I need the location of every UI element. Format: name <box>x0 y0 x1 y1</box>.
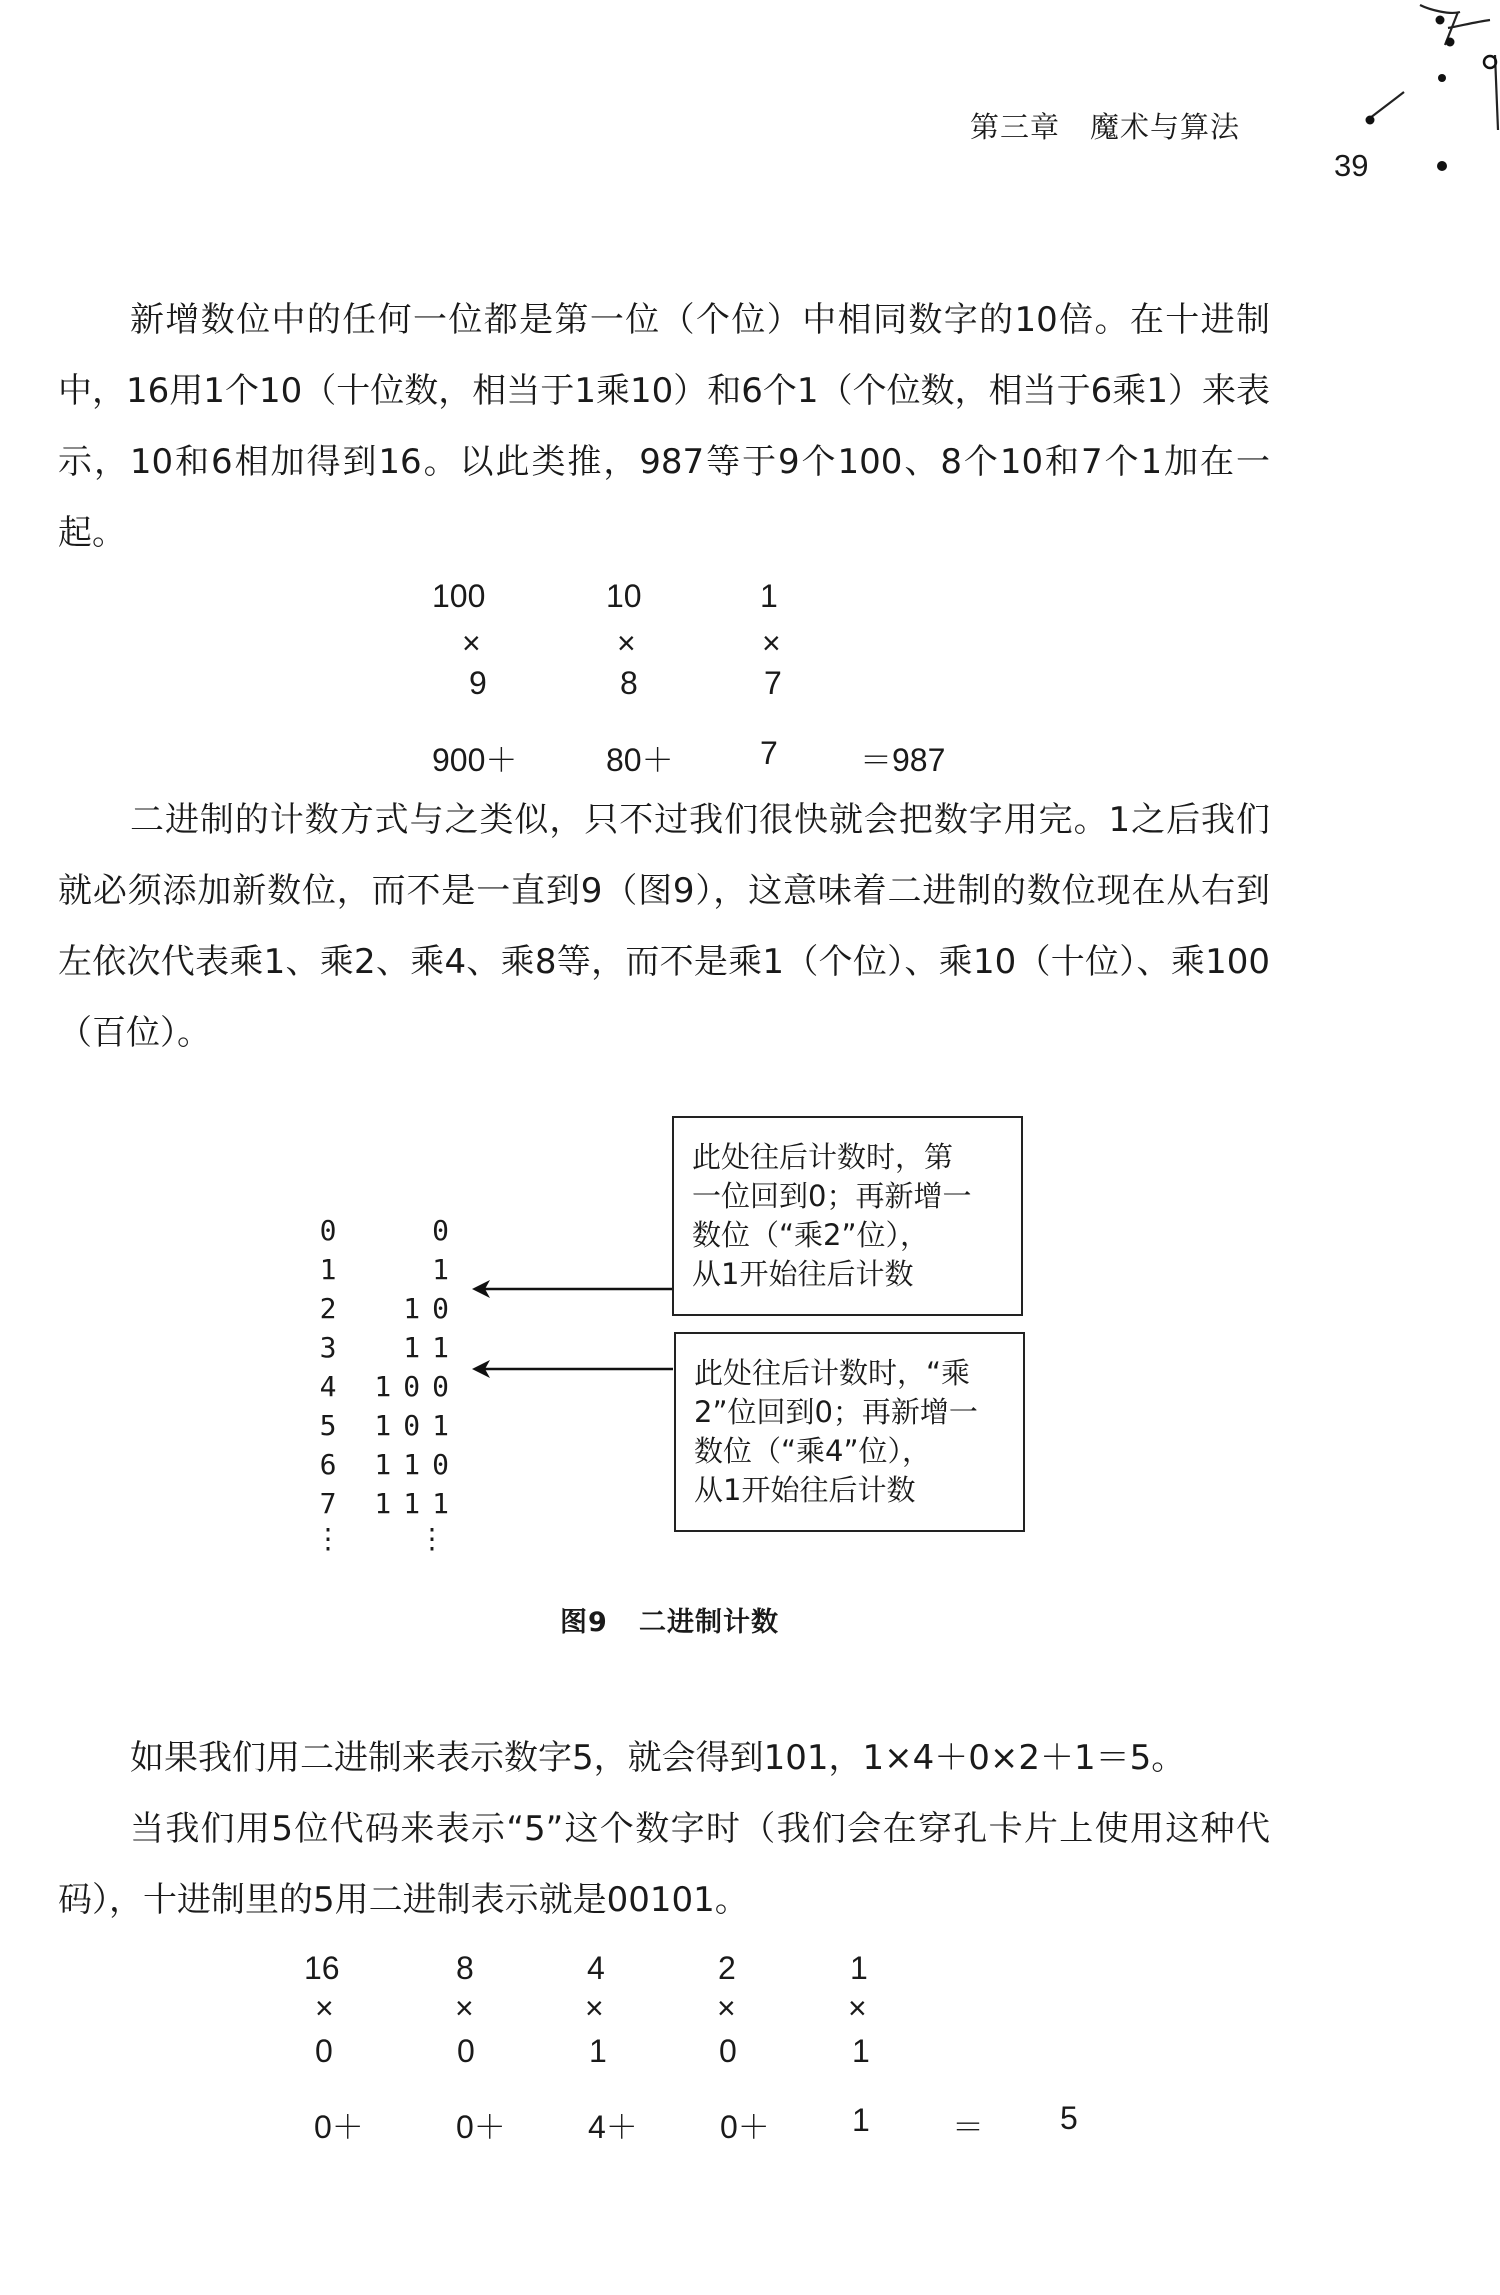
callout-line: 从1开始往后计数 <box>692 1257 914 1291</box>
chapter-header: 第三章 魔术与算法 <box>970 110 1241 144</box>
decimal-value: 7 <box>319 1487 337 1520</box>
binary-product: 0＋ <box>456 2109 506 2145</box>
binary-digit: 0 <box>315 2033 333 2069</box>
decimal-value: 6 <box>319 1448 337 1481</box>
binary-digit: 0 <box>719 2033 737 2069</box>
place-value-10: 10 <box>606 578 642 614</box>
times-sign: × <box>462 625 481 661</box>
times-sign: × <box>455 1990 474 2026</box>
paragraph-3 <box>58 1723 1270 1794</box>
pointer-arrow-icon <box>470 1275 675 1395</box>
place-value-2: 2 <box>718 1950 736 1986</box>
paragraph-2-text: 二进制的计数方式与之类似，只不过我们很快就会把数字用完。1之后我们就必须添加新数位，而不是一直到9（图9），这意味着二进制的数位现在从右到左依次代表乘1、乘2、乘4、乘8等，而不是乘1（个位）、乘10（十位）、乘100（百位）。 <box>58 800 1270 1053</box>
times-sign: × <box>762 625 781 661</box>
sum-result: ＝987 <box>860 742 946 778</box>
binary-product: 0＋ <box>314 2109 364 2145</box>
callout-box-2 <box>674 1332 1025 1532</box>
equals-sign: ＝ <box>952 2109 985 2145</box>
times-sign: × <box>585 1990 604 2026</box>
figure-label: 图9 <box>560 1607 608 1638</box>
digit-9: 9 <box>469 665 487 701</box>
binary-value: 101 <box>374 1409 461 1442</box>
corner-decoration-icon <box>1340 0 1500 190</box>
figure-caption <box>560 1600 779 1639</box>
callout-line: 数位（“乘4”位）， <box>694 1434 931 1468</box>
times-sign: × <box>315 1990 334 2026</box>
page-number: 39 <box>1334 148 1369 183</box>
callout-line: 2”位回到0；再新增一 <box>694 1395 978 1429</box>
callout-line: 数位（“乘2”位）， <box>692 1218 929 1252</box>
times-sign: × <box>617 625 636 661</box>
decimal-value: 0 <box>319 1214 337 1247</box>
binary-value: 110 <box>374 1448 461 1481</box>
callout-line: 此处往后计数时，“乘 <box>694 1356 971 1390</box>
decimal-value: 2 <box>319 1292 337 1325</box>
times-sign: × <box>717 1990 736 2026</box>
paragraph-2 <box>58 785 1270 1069</box>
product-80: 80＋ <box>606 742 674 778</box>
product-7: 7 <box>760 735 778 771</box>
product-900: 900＋ <box>432 742 518 778</box>
place-value-16: 16 <box>304 1950 340 1986</box>
callout-line: 此处往后计数时，第 <box>692 1140 954 1174</box>
binary-digit: 1 <box>589 2033 607 2069</box>
ellipsis-vertical: ⋮ <box>314 1522 342 1555</box>
digit-8: 8 <box>620 665 638 701</box>
figure-title: 二进制计数 <box>639 1607 779 1638</box>
digit-7: 7 <box>764 665 782 701</box>
callout-box-1 <box>672 1116 1023 1316</box>
decimal-value: 5 <box>319 1409 337 1442</box>
binary-result: 5 <box>1060 2100 1078 2136</box>
callout-line: 从1开始往后计数 <box>694 1473 916 1507</box>
ellipsis-vertical: ⋮ <box>418 1522 446 1555</box>
place-value-1: 1 <box>850 1950 868 1986</box>
binary-product: 4＋ <box>588 2109 638 2145</box>
paragraph-4-text: 当我们用5位代码来表示“5”这个数字时（我们会在穿孔卡片上使用这种代码），十进制里的5用二进制表示就是00101。 <box>58 1809 1270 1920</box>
binary-digit: 0 <box>457 2033 475 2069</box>
callout-line: 一位回到0；再新增一 <box>692 1179 972 1213</box>
place-value-1: 1 <box>760 578 778 614</box>
place-value-4: 4 <box>587 1950 605 1986</box>
binary-product: 1 <box>852 2102 870 2138</box>
binary-value: 11 <box>403 1331 461 1364</box>
binary-value: 1 <box>432 1253 461 1286</box>
times-sign: × <box>848 1990 867 2026</box>
decimal-value: 3 <box>319 1331 337 1364</box>
binary-value: 10 <box>403 1292 461 1325</box>
place-value-100: 100 <box>432 578 486 614</box>
binary-value: 111 <box>374 1487 461 1520</box>
decimal-value: 4 <box>319 1370 337 1403</box>
paragraph-1 <box>58 285 1270 569</box>
binary-digit: 1 <box>852 2033 870 2069</box>
place-value-8: 8 <box>456 1950 474 1986</box>
decimal-value: 1 <box>319 1253 337 1286</box>
paragraph-3-text: 如果我们用二进制来表示数字5，就会得到101，1×4＋0×2＋1＝5。 <box>130 1738 1186 1778</box>
paragraph-4 <box>58 1794 1270 1936</box>
binary-product: 0＋ <box>720 2109 770 2145</box>
paragraph-1-text: 新增数位中的任何一位都是第一位（个位）中相同数字的10倍。在十进制中，16用1个10（十位数，相当于1乘10）和6个1（个位数，相当于6乘1）来表示，10和6相加得到16。以此类推，987等于9个100、8个10和7个1加在一起。 <box>58 300 1270 553</box>
binary-value: 100 <box>374 1370 461 1403</box>
binary-value: 0 <box>432 1214 461 1247</box>
